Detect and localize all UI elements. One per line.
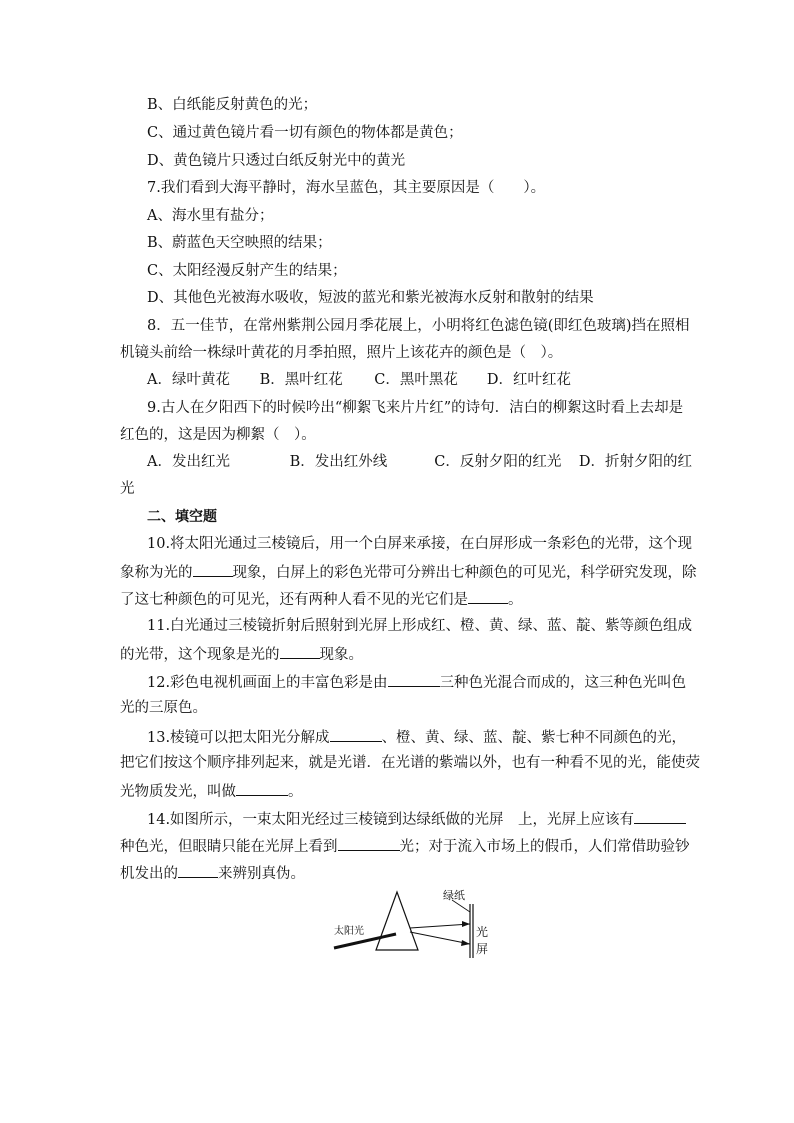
refracted-ray-bottom (410, 932, 470, 944)
q8-options (147, 370, 571, 390)
q9-option-c: C．反射夕阳的红光 (434, 454, 562, 470)
q7-option-d: D、其他色光被海水吸收，短波的蓝光和紫光被海水反射和散射的结果 (147, 290, 594, 306)
q8-option-c: C．黑叶黑花 (374, 372, 458, 388)
q13-line1 (147, 726, 686, 748)
ray-arrow-top (462, 921, 470, 927)
q8-option-a: A．绿叶黄花 (147, 372, 230, 388)
q11-blank-1[interactable] (280, 643, 320, 659)
q7-option-a: A、海水里有盐分； (147, 208, 274, 224)
q8-option-d: D．红叶红花 (486, 372, 571, 388)
q9-stem-line1: 9.古人在夕阳西下的时候吟出“柳絮飞来片片红”的诗句．洁白的柳絮这时看上去却是 (147, 400, 684, 416)
q11-line2 (120, 643, 363, 665)
q9-option-d-continued: 光 (120, 481, 135, 497)
q10-text-d: 。 (508, 592, 523, 608)
q6-option-c: C、通过黄色镜片看一切有颜色的物体都是黄色； (147, 125, 463, 141)
q13-blank-1[interactable] (330, 726, 382, 742)
prism (376, 892, 418, 950)
q14-blank-3[interactable] (178, 862, 218, 878)
section-heading-fill-in: 二、填空题 (147, 509, 217, 525)
q11-text-b: 现象。 (319, 647, 363, 663)
q12-text-b: 三种色光混合而成的，这三种色光叫色 (439, 675, 687, 691)
q14-line1 (147, 808, 686, 830)
label-green-paper: 绿纸 (443, 889, 465, 902)
q14-text-d: 机发出的 (120, 866, 178, 882)
q10-line1: 10.将太阳光通过三棱镜后，用一个白屏来承接，在白屏形成一条彩色的光带，这个现 (147, 536, 693, 552)
q13-line3 (120, 780, 303, 802)
q12-line1 (147, 671, 686, 693)
q11-text-a: 的光带，这个现象是光的 (120, 647, 280, 663)
q6-option-b: B、白纸能反射黄色的光； (147, 97, 318, 113)
q14-line2 (120, 835, 690, 857)
q13-text-b: 、橙、黄、绿、蓝、靛、紫七种不同颜色的光， (381, 730, 687, 746)
q9-option-b: B．发出红外线 (289, 454, 388, 470)
q7-option-c: C、太阳经漫反射产生的结果； (147, 263, 347, 279)
q8-option-b: B．黑叶红花 (259, 372, 343, 388)
q10-text-c: 了这七种颜色的可见光，还有两种人看不见的光它们是 (120, 592, 468, 608)
q14-blank-2[interactable] (338, 835, 400, 851)
label-sunlight: 太阳光 (334, 926, 364, 937)
refracted-ray-top (410, 924, 470, 928)
prism-figure (330, 886, 500, 962)
q9-options (147, 452, 692, 472)
q9-stem-line2: 红色的，这是因为柳絮（ ）。 (120, 427, 316, 443)
q12-text-a: 12.彩色电视机画面上的丰富色彩是由 (147, 675, 388, 691)
q13-text-a: 13.棱镜可以把太阳光分解成 (147, 730, 330, 746)
q10-line2 (120, 561, 697, 583)
q14-text-b: 种色光，但眼睛只能在光屏上看到 (120, 839, 338, 855)
q13-blank-2[interactable] (236, 780, 288, 796)
q10-text-a: 象称为光的 (120, 565, 193, 581)
q14-text-c: 光；对于流入市场上的假币，人们常借助验钞 (399, 839, 690, 855)
q8-stem-line2: 机镜头前给一株绿叶黄花的月季拍照，照片上该花卉的颜色是（ ）。 (120, 345, 563, 361)
q8-stem-line1: 8．五一佳节，在常州紫荆公园月季花展上，小明将红色滤色镜(即红色玻璃)挡在照相 (147, 318, 690, 334)
q12-line2: 光的三原色。 (120, 700, 207, 716)
q7-option-b: B、蔚蓝色天空映照的结果； (147, 235, 332, 251)
q10-blank-1[interactable] (193, 561, 233, 577)
q12-blank-1[interactable] (388, 671, 440, 687)
q10-blank-2[interactable] (468, 588, 508, 604)
q10-line3 (120, 588, 523, 610)
q13-text-c: 光物质发光，叫做 (120, 784, 236, 800)
q10-text-b: 现象，白屏上的彩色光带可分辨出七种颜色的可见光，科学研究发现，除 (232, 565, 697, 581)
q11-line1: 11.白光通过三棱镜折射后照射到光屏上形成红、橙、黄、绿、蓝、靛、紫等颜色组成 (147, 618, 693, 634)
q14-line3 (120, 862, 305, 884)
label-screen-2: 屏 (476, 942, 489, 956)
q9-option-a: A．发出红光 (147, 454, 230, 470)
ray-arrow-bottom (461, 940, 470, 946)
q14-text-a: 14.如图所示，一束太阳光经过三棱镜到达绿纸做的光屏 上，光屏上应该有 (147, 812, 635, 828)
q6-option-d: D、黄色镜片只透过白纸反射光中的黄光 (147, 153, 406, 169)
q14-text-e: 来辨别真伪。 (218, 866, 305, 882)
q13-text-d: 。 (288, 784, 303, 800)
q13-line2: 把它们按这个顺序排列起来，就是光谱．在光谱的紫端以外，也有一种看不见的光，能使荧 (120, 755, 700, 771)
label-screen-1: 光 (476, 925, 489, 939)
q14-blank-1[interactable] (634, 808, 686, 824)
q9-option-d: D．折射夕阳的红 (578, 454, 692, 470)
q7-stem: 7.我们看到大海平静时，海水呈蓝色，其主要原因是（ ）。 (147, 180, 546, 196)
